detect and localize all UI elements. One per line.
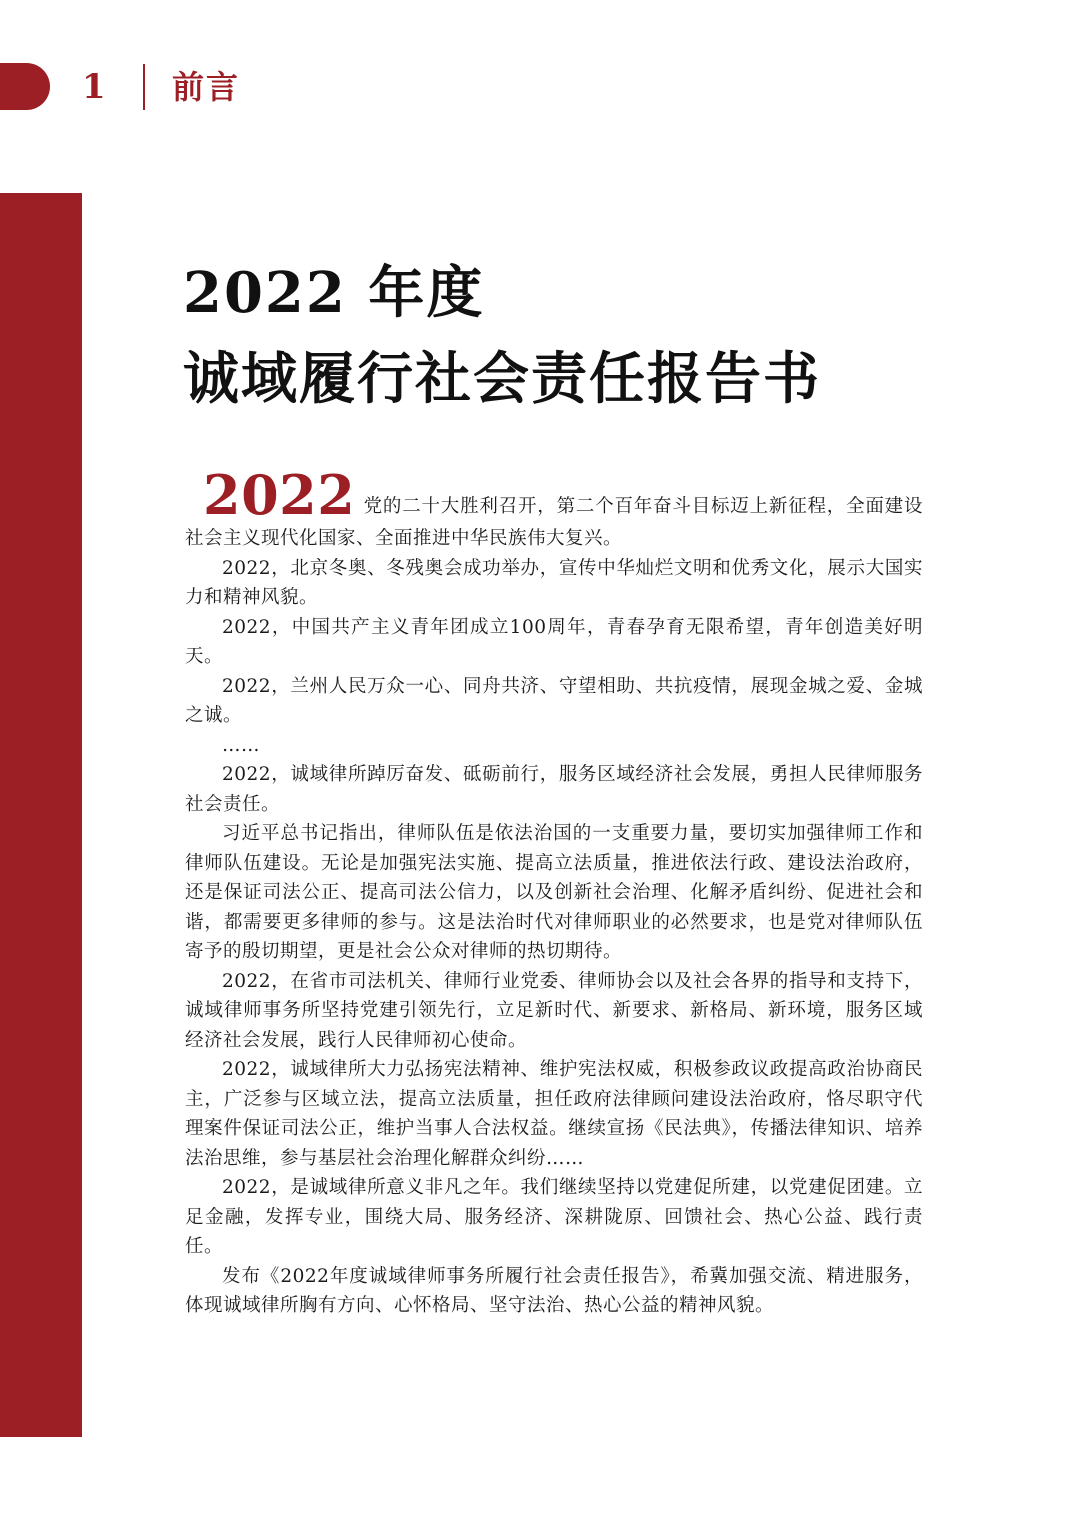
preface-body <box>185 463 923 1321</box>
paragraph: 2022，诚域律所踔厉奋发、砥砺前行，服务区域经济社会发展，勇担人民律师服务社会责任。 <box>185 764 923 815</box>
paragraph: 2022，中国共产主义青年团成立100周年，青春孕育无限希望，青年创造美好明天。 <box>185 616 923 667</box>
paragraph: 2022，诚域律所大力弘扬宪法精神、维护宪法权威，积极参政议政提高政治协商民主，广泛参与区域立法，提高立法质量，担任政府法律顾问建设法治政府，恪尽职守代理案件保证司法公正，维护当事人合法权益。继续宣扬《民法典》，传播法律知识、培养法治思维，参与基层社会治理化解群众纠纷…… <box>185 1059 923 1169</box>
paragraph: 2022，兰州人民万众一心、同舟共济、守望相助、共抗疫情，展现金城之爱、金城之诚。 <box>185 675 923 726</box>
intro-year: 2022 <box>203 463 356 527</box>
header-divider <box>143 64 145 110</box>
paragraph: 习近平总书记指出，律师队伍是依法治国的一支重要力量，要切实加强律师工作和律师队伍建设。无论是加强宪法实施、提高立法质量，推进依法行政、建设法治政府，还是保证司法公正、提高司法公信力，以及创新社会治理、化解矛盾纠纷、促进社会和谐，都需要更多律师的参与。这是法治时代对律师职业的必然要求，也是党对律师队伍寄予的殷切期望，更是社会公众对律师的热切期待。 <box>185 823 923 962</box>
intro-text: 党的二十大胜利召开，第二个百年奋斗目标迈上新征程，全面建设社会主义现代化国家、全面推进中华民族伟大复兴。 <box>185 496 923 549</box>
intro-paragraph <box>185 463 923 554</box>
paragraph: 2022，是诚域律所意义非凡之年。我们继续坚持以党建促所建，以党建促团建。立足金融，发挥专业，围绕大局、服务经济、深耕陇原、回馈社会、热心公益、践行责任。 <box>185 1177 923 1257</box>
ellipsis-paragraph: …… <box>222 734 260 756</box>
page-number: 1 <box>82 67 106 107</box>
paragraph: 2022，在省市司法机关、律师行业党委、律师协会以及社会各界的指导和支持下，诚域律师事务所坚持党建引领先行，立足新时代、新要求、新格局、新环境，服务区域经济社会发展，践行人民律师初心使命。 <box>185 970 923 1051</box>
paragraph: 2022，北京冬奥、冬残奥会成功举办，宣传中华灿烂文明和优秀文化，展示大国实力和精神风貌。 <box>185 557 923 608</box>
side-accent-bar <box>0 193 82 1437</box>
report-title-line1: 2022 年度 <box>183 260 485 326</box>
paragraph: 发布《2022年度诚域律师事务所履行社会责任报告》，希冀加强交流、精进服务，体现诚域律所胸有方向、心怀格局、坚守法治、热心公益的精神风貌。 <box>185 1265 923 1316</box>
report-title-line2: 诚域履行社会责任报告书 <box>183 346 821 412</box>
section-title: 前言 <box>172 68 241 106</box>
report-title <box>183 250 1003 422</box>
header-tab <box>0 63 50 110</box>
